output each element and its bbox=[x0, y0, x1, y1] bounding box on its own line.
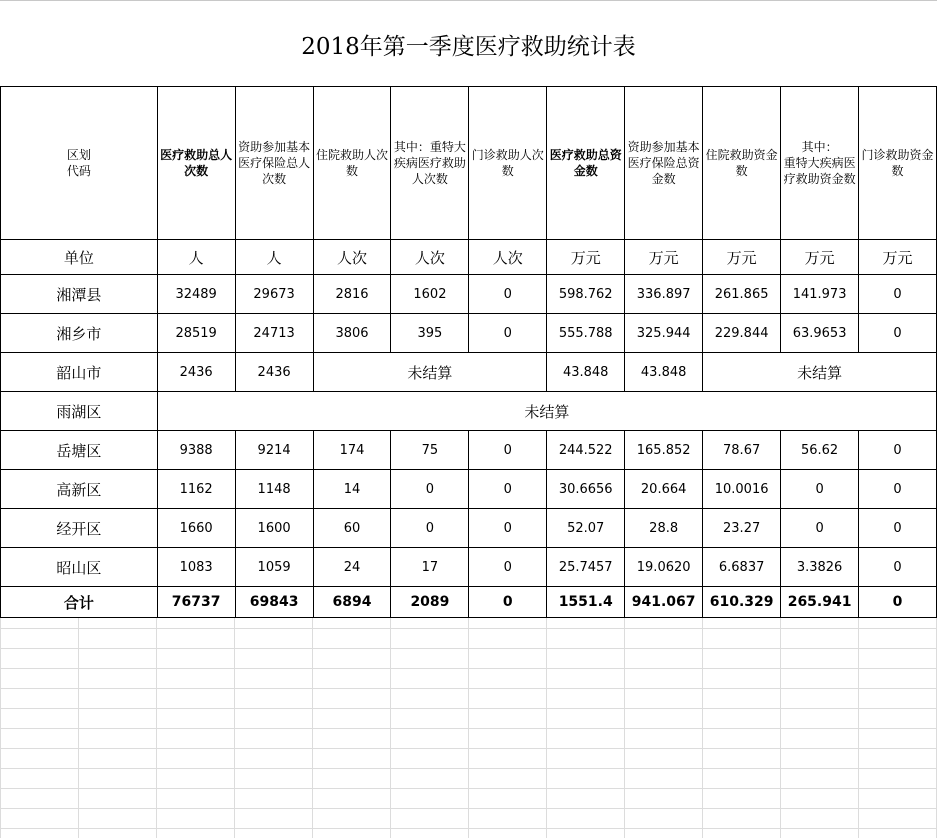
data-cell[interactable]: 9214 bbox=[235, 431, 313, 470]
header-cell-region-code[interactable]: 区划 代码 bbox=[1, 87, 158, 240]
unit-cell[interactable]: 万元 bbox=[859, 240, 937, 275]
data-cell[interactable]: 20.664 bbox=[625, 470, 703, 509]
table-row bbox=[1, 392, 937, 431]
data-cell[interactable]: 0 bbox=[859, 509, 937, 548]
data-cell[interactable]: 2436 bbox=[157, 353, 235, 392]
data-cell[interactable]: 165.852 bbox=[625, 431, 703, 470]
data-cell[interactable]: 0 bbox=[781, 509, 859, 548]
data-cell[interactable]: 24713 bbox=[235, 314, 313, 353]
data-cell[interactable]: 0 bbox=[391, 509, 469, 548]
data-cell[interactable]: 10.0016 bbox=[703, 470, 781, 509]
data-cell[interactable]: 28.8 bbox=[625, 509, 703, 548]
header-cell[interactable]: 住院救助人次数 bbox=[313, 87, 391, 240]
total-cell[interactable]: 0 bbox=[469, 587, 547, 618]
data-cell[interactable]: 0 bbox=[469, 275, 547, 314]
data-cell[interactable]: 0 bbox=[859, 275, 937, 314]
data-cell[interactable]: 0 bbox=[859, 431, 937, 470]
data-cell[interactable]: 229.844 bbox=[703, 314, 781, 353]
header-cell[interactable]: 其中： 重特大疾病医疗救助资金数 bbox=[781, 87, 859, 240]
merged-unsettled-cell[interactable]: 未结算 bbox=[313, 353, 547, 392]
region-cell[interactable]: 湘潭县 bbox=[1, 275, 158, 314]
data-cell[interactable]: 1059 bbox=[235, 548, 313, 587]
data-cell[interactable]: 555.788 bbox=[547, 314, 625, 353]
total-cell[interactable]: 941.067 bbox=[625, 587, 703, 618]
header-cell[interactable]: 资助参加基本医疗保险总人次数 bbox=[235, 87, 313, 240]
data-cell[interactable]: 0 bbox=[469, 431, 547, 470]
data-cell[interactable]: 56.62 bbox=[781, 431, 859, 470]
data-cell[interactable]: 28519 bbox=[157, 314, 235, 353]
total-cell[interactable]: 6894 bbox=[313, 587, 391, 618]
data-cell[interactable]: 29673 bbox=[235, 275, 313, 314]
data-cell[interactable]: 25.7457 bbox=[547, 548, 625, 587]
table-row bbox=[1, 431, 937, 470]
data-cell[interactable]: 598.762 bbox=[547, 275, 625, 314]
total-cell[interactable]: 0 bbox=[859, 587, 937, 618]
header-cell[interactable]: 门诊救助人次数 bbox=[469, 87, 547, 240]
total-row bbox=[1, 587, 937, 618]
unit-cell[interactable]: 万元 bbox=[547, 240, 625, 275]
data-cell[interactable]: 78.67 bbox=[703, 431, 781, 470]
data-cell[interactable]: 0 bbox=[469, 509, 547, 548]
header-row bbox=[1, 87, 937, 240]
region-cell[interactable]: 韶山市 bbox=[1, 353, 158, 392]
data-cell[interactable]: 0 bbox=[469, 548, 547, 587]
data-cell[interactable]: 0 bbox=[469, 470, 547, 509]
data-cell[interactable]: 43.848 bbox=[547, 353, 625, 392]
header-cell[interactable]: 医疗救助总资金数 bbox=[547, 87, 625, 240]
unit-cell[interactable]: 万元 bbox=[781, 240, 859, 275]
region-cell[interactable]: 岳塘区 bbox=[1, 431, 158, 470]
merged-unsettled-cell[interactable]: 未结算 bbox=[157, 392, 936, 431]
table-row bbox=[1, 275, 937, 314]
data-cell[interactable]: 325.944 bbox=[625, 314, 703, 353]
statistics-table bbox=[0, 86, 937, 618]
data-cell[interactable]: 32489 bbox=[157, 275, 235, 314]
table-row bbox=[1, 548, 937, 587]
table-row bbox=[1, 353, 937, 392]
data-cell[interactable]: 1083 bbox=[157, 548, 235, 587]
table-row bbox=[1, 314, 937, 353]
data-cell[interactable]: 336.897 bbox=[625, 275, 703, 314]
page-title: 2018年第一季度医疗救助统计表 bbox=[0, 0, 937, 87]
merged-unsettled-cell[interactable]: 未结算 bbox=[703, 353, 937, 392]
total-cell[interactable]: 265.941 bbox=[781, 587, 859, 618]
data-cell[interactable]: 1148 bbox=[235, 470, 313, 509]
data-cell[interactable]: 19.0620 bbox=[625, 548, 703, 587]
total-cell[interactable]: 610.329 bbox=[703, 587, 781, 618]
region-cell[interactable]: 经开区 bbox=[1, 509, 158, 548]
header-cell[interactable]: 医疗救助总人次数 bbox=[157, 87, 235, 240]
data-cell[interactable]: 23.27 bbox=[703, 509, 781, 548]
data-cell[interactable]: 0 bbox=[469, 314, 547, 353]
data-cell[interactable]: 0 bbox=[859, 548, 937, 587]
data-cell[interactable]: 0 bbox=[859, 314, 937, 353]
data-cell[interactable]: 2816 bbox=[313, 275, 391, 314]
total-cell[interactable]: 1551.4 bbox=[547, 587, 625, 618]
data-cell[interactable]: 1660 bbox=[157, 509, 235, 548]
data-cell[interactable]: 2436 bbox=[235, 353, 313, 392]
data-cell[interactable]: 244.522 bbox=[547, 431, 625, 470]
data-cell[interactable]: 0 bbox=[391, 470, 469, 509]
data-cell[interactable]: 52.07 bbox=[547, 509, 625, 548]
data-cell[interactable]: 174 bbox=[313, 431, 391, 470]
total-label-cell[interactable]: 合计 bbox=[1, 587, 158, 618]
header-cell[interactable]: 其中：重特大疾病医疗救助人次数 bbox=[391, 87, 469, 240]
header-cell[interactable]: 住院救助资金数 bbox=[703, 87, 781, 240]
units-row bbox=[1, 240, 937, 275]
data-cell[interactable]: 1600 bbox=[235, 509, 313, 548]
data-cell[interactable]: 24 bbox=[313, 548, 391, 587]
total-cell[interactable]: 69843 bbox=[235, 587, 313, 618]
region-cell[interactable]: 湘乡市 bbox=[1, 314, 158, 353]
data-cell[interactable]: 9388 bbox=[157, 431, 235, 470]
data-cell[interactable]: 261.865 bbox=[703, 275, 781, 314]
data-cell[interactable]: 6.6837 bbox=[703, 548, 781, 587]
header-cell[interactable]: 资助参加基本医疗保险总资金数 bbox=[625, 87, 703, 240]
data-cell[interactable]: 14 bbox=[313, 470, 391, 509]
data-cell[interactable]: 0 bbox=[859, 470, 937, 509]
data-cell[interactable]: 0 bbox=[781, 470, 859, 509]
unit-cell[interactable]: 万元 bbox=[625, 240, 703, 275]
unit-cell[interactable]: 万元 bbox=[703, 240, 781, 275]
region-cell[interactable]: 昭山区 bbox=[1, 548, 158, 587]
region-cell[interactable]: 高新区 bbox=[1, 470, 158, 509]
table-row bbox=[1, 470, 937, 509]
data-cell[interactable]: 30.6656 bbox=[547, 470, 625, 509]
table-row bbox=[1, 509, 937, 548]
total-cell[interactable]: 2089 bbox=[391, 587, 469, 618]
data-cell[interactable]: 75 bbox=[391, 431, 469, 470]
data-cell[interactable]: 3806 bbox=[313, 314, 391, 353]
header-cell[interactable]: 门诊救助资金数 bbox=[859, 87, 937, 240]
data-cell[interactable]: 1602 bbox=[391, 275, 469, 314]
region-cell[interactable]: 雨湖区 bbox=[1, 392, 158, 431]
data-cell[interactable]: 43.848 bbox=[625, 353, 703, 392]
unit-cell[interactable]: 人 bbox=[157, 240, 235, 275]
data-cell[interactable]: 17 bbox=[391, 548, 469, 587]
unit-cell[interactable]: 人次 bbox=[469, 240, 547, 275]
unit-cell[interactable]: 人 bbox=[235, 240, 313, 275]
unit-cell[interactable]: 人次 bbox=[391, 240, 469, 275]
data-cell[interactable]: 3.3826 bbox=[781, 548, 859, 587]
data-cell[interactable]: 60 bbox=[313, 509, 391, 548]
data-cell[interactable]: 63.9653 bbox=[781, 314, 859, 353]
units-label-cell[interactable]: 单位 bbox=[1, 240, 158, 275]
data-cell[interactable]: 395 bbox=[391, 314, 469, 353]
total-cell[interactable]: 76737 bbox=[157, 587, 235, 618]
data-cell[interactable]: 1162 bbox=[157, 470, 235, 509]
data-cell[interactable]: 141.973 bbox=[781, 275, 859, 314]
unit-cell[interactable]: 人次 bbox=[313, 240, 391, 275]
